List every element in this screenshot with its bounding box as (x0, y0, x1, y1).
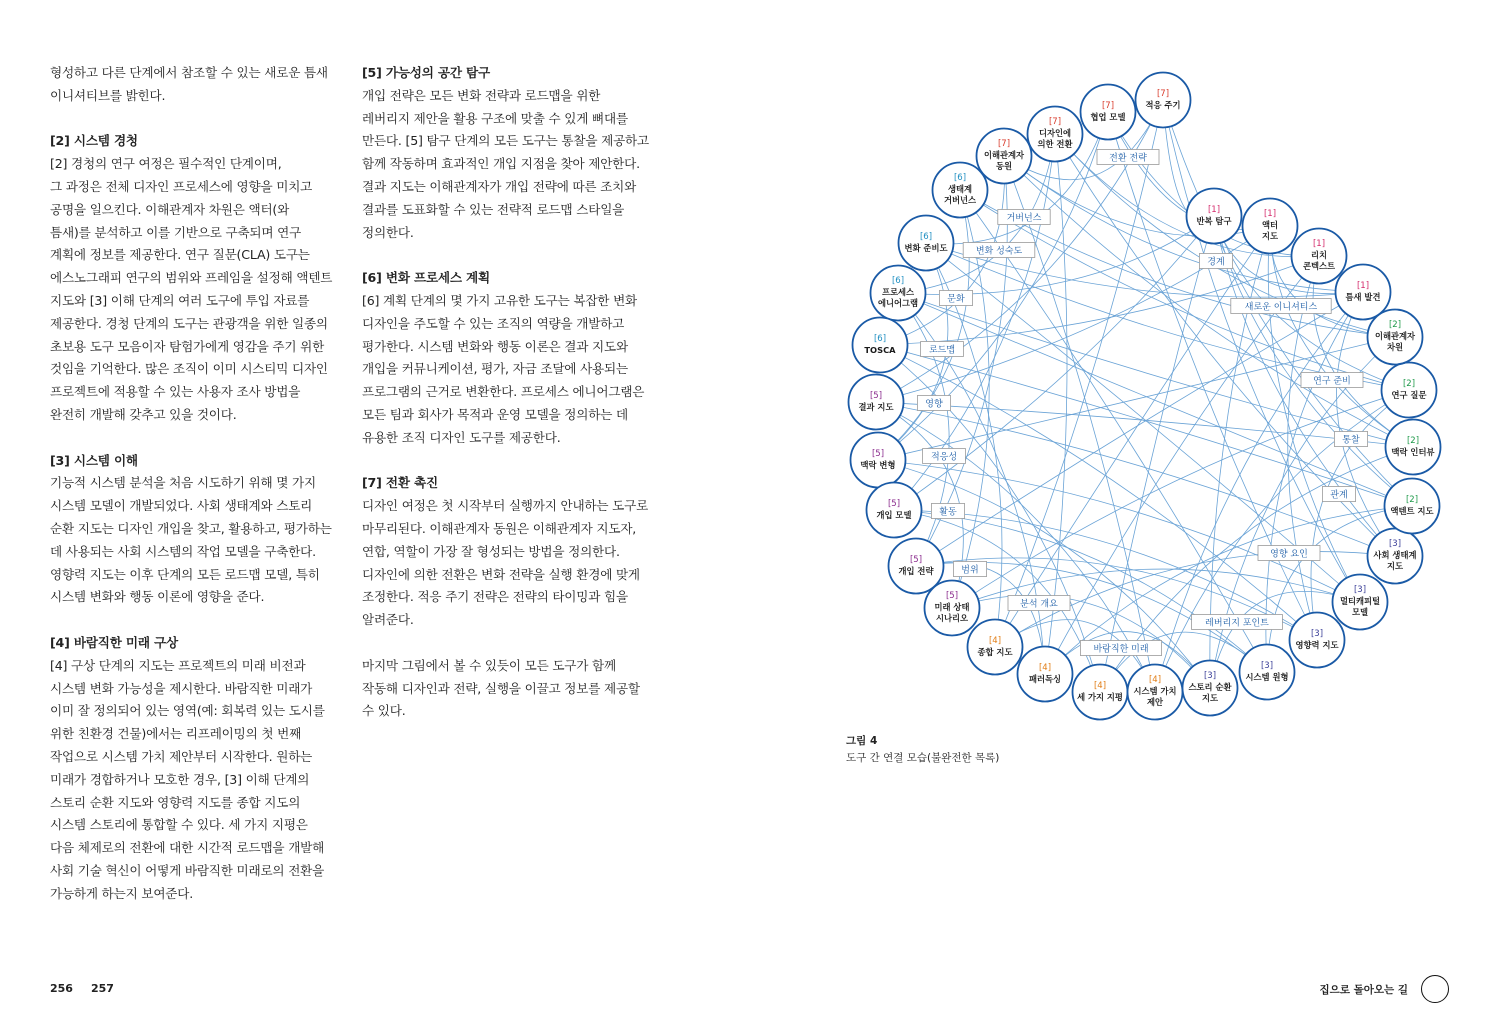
tool-node (1136, 73, 1191, 128)
tool-stage-number: [7] (1048, 117, 1062, 127)
intro-paragraph: 형성하고 다른 단계에서 참조할 수 있는 새로운 틈새 이니셔티브를 밝힌다. (50, 65, 328, 103)
tool-node (899, 216, 954, 271)
section-body-listening: [2] 경청의 연구 여정은 필수적인 단계이며, 그 과정은 전체 디자인 프로세스에 영향을 미치고 공명을 일으킨다. 이해관계자 차원은 액터(와 틈새)를 분석하고 이를 기반으로 구축되며 연구 계획에 정보를 제공한다. 연구 질문(CLA) 도구는 에스노그래피 연구의 범위와 프레임을 설정해 액텐트 지도와 [3] 이해 단계의 여러 도구에 투입 자료를 제공한다. 경청 단계의 도구는 관광객을 위한 일종의 초보용 도구 모음이자 탐험가에게 영감을 주기 위한 것임을 기억한다. 많은 조직이 이미 시스티믹 디자인 프로젝트에 적용할 수 있는 사용자 조사 방법을 완전히 개발해 갖추고 있을 것이다. (50, 156, 333, 422)
left-text-column (50, 62, 340, 928)
link-label (1199, 254, 1232, 269)
tool-stage-number: [1] (1207, 205, 1221, 215)
tool-node (1243, 199, 1298, 254)
tool-stage-number: [4] (1038, 663, 1052, 673)
closing-paragraph: 마지막 그림에서 볼 수 있듯이 모든 도구가 함께 작동해 디자인과 전략, 실행을 이끌고 정보를 제공할 수 있다. (362, 657, 640, 719)
tool-stage-number: [4] (988, 636, 1002, 646)
tool-name: 에니어그램 (877, 298, 919, 308)
figure-caption (846, 733, 999, 767)
tool-stage-number: [7] (997, 139, 1011, 149)
section-body-exploring: 개입 전략은 모든 변화 전략과 로드맵을 위한 레버리지 제안을 활용 구조에 맞출 수 있게 뼈대를 만든다. [5] 탐구 단계의 모든 도구는 통찰을 제공하고 함께 작동하며 효과적인 개입 지점을 찾아 제안한다. 결과 지도는 이해관계자가 개입 전략에 따른 조치와 결과를 도표화할 수 있는 전략적 로드맵 스타일을 정의한다. (362, 87, 649, 240)
tool-name: 의한 전환 (1037, 139, 1073, 149)
tool-stage-number: [2] (1406, 436, 1420, 446)
tool-node (1187, 189, 1242, 244)
tool-stage-number: [1] (1312, 239, 1326, 249)
link-label (1301, 373, 1363, 388)
link-label-text: 분석 개요 (1020, 599, 1058, 610)
tool-stage-number: [2] (1402, 379, 1416, 389)
tool-node (1128, 665, 1183, 720)
link-label-text: 통찰 (1342, 435, 1360, 446)
tool-name: 반복 탐구 (1196, 216, 1232, 226)
link-label-text: 문화 (947, 294, 965, 305)
tool-stage-number: [3] (1388, 539, 1402, 549)
tool-stage-number: [6] (891, 276, 905, 286)
link-label (1334, 432, 1367, 447)
tool-name: 사회 생태계 (1373, 550, 1417, 560)
section-body-planning: [6] 계획 단계의 몇 가지 고유한 도구는 복잡한 변화 디자인을 주도할 수 있는 조직의 역량을 개발하고 평가한다. 시스템 변화와 행동 이론은 결과 지도와 개입을 커뮤니케이션, 평가, 자금 조달에 사용되는 프로그램의 근거로 변환한다. 프로세스 에니어그램은 모든 팀과 회사가 목적과 운영 모델을 정의하는 데 유용한 조직 디자인 도구를 제공한다. (362, 292, 645, 445)
tool-stage-number: [5] (869, 391, 883, 401)
link-label-text: 영향 (925, 399, 943, 410)
link-label-text: 관계 (1330, 490, 1348, 501)
link-label (963, 243, 1035, 258)
tool-stage-number: [2] (1405, 495, 1419, 505)
tool-node (1028, 107, 1083, 162)
tool-node (1292, 229, 1347, 284)
tool-name: 지도 (1386, 561, 1404, 571)
connection-line (876, 402, 1413, 447)
link-label-text: 로드맵 (928, 345, 956, 356)
link-label-text: 영향 요인 (1270, 549, 1308, 560)
link-label (921, 342, 964, 357)
tool-name: 디자인에 (1038, 128, 1072, 138)
tool-connection-diagram (830, 60, 1460, 730)
tool-name: 개입 모델 (876, 510, 912, 520)
section-heading-exploring: [5] 가능성의 공간 탐구 (362, 65, 490, 80)
tool-name: 미래 상태 (934, 602, 970, 612)
link-label (917, 396, 950, 411)
tool-name: 이해관계자 (1374, 331, 1416, 341)
link-label (1080, 641, 1161, 656)
tool-stage-number: [3] (1353, 585, 1367, 595)
tool-name: 시스템 원형 (1245, 672, 1289, 682)
tool-node (1336, 265, 1391, 320)
link-label (998, 210, 1050, 225)
tool-node (1183, 661, 1238, 716)
link-label-text: 전환 전략 (1109, 153, 1147, 164)
tool-name: 변화 준비도 (904, 243, 948, 253)
section-body-understanding: 기능적 시스템 분석을 처음 시도하기 위해 몇 가지 시스템 모델이 개발되었다. 사회 생태계와 스토리 순환 지도는 디자인 개입을 찾고, 활용하고, 평가하는 데 사용되는 사회 시스템의 작업 모델을 구축한다. 영향력 지도는 이후 단계의 모든 로드맵 모델, 특히 시스템 변화와 행동 이론에 영향을 준다. (50, 475, 332, 605)
tool-name: 종합 지도 (977, 647, 1013, 657)
tool-stage-number: [5] (887, 499, 901, 509)
tool-stage-number: [5] (945, 591, 959, 601)
tool-node (1073, 665, 1128, 720)
tool-stage-number: [4] (1093, 681, 1107, 691)
tool-stage-number: [4] (1148, 675, 1162, 685)
link-label (1231, 299, 1331, 314)
tool-name: 콘텍스트 (1302, 261, 1336, 271)
middle-text-column (362, 62, 654, 746)
tool-name: 틈새 발견 (1345, 292, 1381, 302)
tool-name: 시나리오 (935, 613, 969, 623)
tool-stage-number: [3] (1310, 629, 1324, 639)
section-heading-planning: [6] 변화 프로세스 계획 (362, 270, 490, 286)
tool-stage-number: [3] (1260, 661, 1274, 671)
tool-name: 결과 지도 (858, 402, 894, 412)
link-label (1322, 487, 1355, 502)
link-label (939, 291, 972, 306)
tool-stage-number: [2] (1388, 320, 1402, 330)
tool-stage-number: [1] (1356, 281, 1370, 291)
link-label (923, 449, 966, 464)
tool-name: 스토리 순환 (1188, 682, 1232, 692)
tool-name: 협업 모델 (1090, 112, 1126, 122)
tool-name: 모델 (1351, 607, 1369, 617)
tool-node (1386, 420, 1441, 475)
tool-name: 프로세스 (881, 287, 915, 297)
tool-node (977, 129, 1032, 184)
section-body-envisioning: [4] 구상 단계의 지도는 프로젝트의 미래 비전과 시스템 변화 가능성을 제시한다. 바람직한 미래가 이미 잘 정의되어 있는 영역(예: 회복력 있는 도시를 위한 친환경 건물)에서는 리프레이밍의 첫 번째 작업으로 시스템 가치 제안부터 시작한다. 원하는 미래가 경합하거나 모호한 경우, [3] 이해 단계의 스토리 순환 지도와 영향력 지도를 종합 지도의 시스템 스토리에 통합할 수 있다. 세 가지 지평은 다음 체제로의 전환에 대한 시간적 로드맵을 개발해 사회 기술 혁신이 어떻게 바람직한 미래로의 전환을 가능하게 하는지 보여준다. (50, 657, 325, 901)
section-heading-envisioning: [4] 바람직한 미래 구상 (50, 634, 178, 650)
tool-node (853, 318, 908, 373)
link-label-text: 연구 준비 (1313, 376, 1351, 387)
page-number-right: 257 (91, 982, 114, 995)
tool-node (867, 483, 922, 538)
tool-name: 개입 전략 (898, 566, 934, 576)
tool-name: 차원 (1386, 342, 1404, 352)
section-heading-listening: [2] 시스템 경청 (50, 133, 138, 149)
link-label-text: 바람직한 미래 (1093, 644, 1149, 655)
link-label (1097, 150, 1159, 165)
figure-caption-title: 그림 4 (846, 735, 878, 747)
link-label (1008, 596, 1070, 611)
tool-name: 액터 (1261, 220, 1279, 230)
link-label (953, 562, 986, 577)
section-heading-understanding: [3] 시스템 이해 (50, 452, 138, 468)
tool-stage-number: [6] (919, 232, 933, 242)
tool-name: 맥락 변형 (860, 460, 896, 470)
tool-node (1333, 575, 1388, 630)
tool-node (849, 375, 904, 430)
circle-mark-icon (1421, 975, 1449, 1003)
tool-node (968, 620, 1023, 675)
tool-name: 지도 (1201, 693, 1219, 703)
tool-name: 세 가지 지평 (1077, 692, 1123, 702)
running-title: 집으로 돌아오는 길 (1319, 984, 1408, 996)
tool-name: 액텐트 지도 (1390, 506, 1434, 516)
tool-node (871, 266, 926, 321)
link-label-text: 적응성 (930, 452, 958, 463)
link-label (1192, 615, 1283, 630)
tool-stage-number: [5] (909, 555, 923, 565)
link-label-text: 범위 (961, 565, 979, 576)
tool-name: 시스템 가치 (1133, 686, 1177, 696)
link-label-text: 새로운 이니셔티스 (1244, 302, 1318, 313)
figure-caption-text: 도구 간 연결 모습(불완전한 목록) (846, 752, 1000, 764)
tool-name: 맥락 인터뷰 (1391, 447, 1435, 457)
page-number-left: 256 (50, 982, 73, 995)
tool-name: 지도 (1261, 231, 1279, 241)
link-label-text: 레버리지 포인트 (1205, 618, 1269, 629)
tool-name: 이해관계자 (983, 150, 1025, 160)
link-label-text: 경계 (1207, 257, 1225, 268)
link-label-text: 거버넌스 (1006, 213, 1042, 224)
tool-stage-number: [7] (1101, 101, 1115, 111)
tool-node (1081, 85, 1136, 140)
tool-node (1240, 645, 1295, 700)
tool-name: 연구 질문 (1391, 390, 1427, 400)
tool-node (1382, 363, 1437, 418)
tool-name: 패러독싱 (1028, 674, 1062, 684)
tool-stage-number: [6] (873, 334, 887, 344)
section-heading-fostering: [7] 전환 촉진 (362, 475, 438, 491)
tool-node (925, 581, 980, 636)
tool-name: 리치 (1310, 250, 1328, 260)
tool-name: 제안 (1146, 697, 1164, 707)
tool-name: 거버넌스 (943, 195, 977, 205)
tool-name: 동원 (995, 161, 1013, 171)
tool-node (1368, 529, 1423, 584)
link-label (1258, 546, 1320, 561)
tool-node (1385, 479, 1440, 534)
section-body-fostering: 디자인 여정은 첫 시작부터 실행까지 안내하는 도구로 마무리된다. 이해관계자 동원은 이해관계자 지도자, 연합, 역할이 가장 잘 형성되는 방법을 정의한다. 디자인에 의한 전환은 변화 전략을 실행 환경에 맞게 조정한다. 적응 주기 전략은 전략의 타이밍과 힘을 알려준다. (362, 498, 649, 628)
connection-line (1045, 256, 1319, 674)
tool-name: 적응 주기 (1145, 100, 1181, 110)
tool-stage-number: [3] (1203, 671, 1217, 681)
tool-stage-number: [1] (1263, 209, 1277, 219)
tool-name: 영향력 지도 (1295, 640, 1339, 650)
tool-node (1368, 310, 1423, 365)
tool-stage-number: [6] (953, 173, 967, 183)
tool-name: 생태계 (947, 184, 973, 194)
tool-node (933, 163, 988, 218)
tool-node (1290, 613, 1345, 668)
tool-name: 멀티캐피털 (1339, 596, 1381, 606)
link-label (931, 504, 964, 519)
tool-node (851, 433, 906, 488)
tool-node (1018, 647, 1073, 702)
link-label-text: 변화 성숙도 (975, 246, 1023, 257)
link-label-text: 활동 (939, 507, 957, 518)
tool-stage-number: [5] (871, 449, 885, 459)
tool-stage-number: [7] (1156, 89, 1170, 99)
tool-name: TOSCA (864, 345, 896, 355)
